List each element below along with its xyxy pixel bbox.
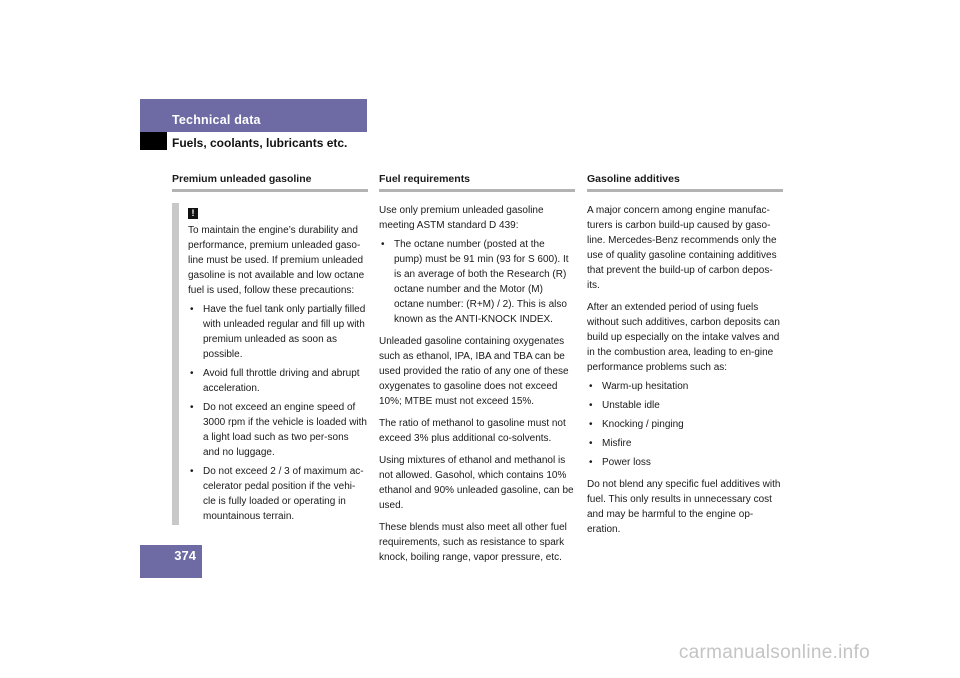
column-gasoline-additives — [587, 173, 783, 537]
list-item: • Do not exceed an engine speed of 3000 rpm if the vehicle is loaded with a light load such as two per-sons and no luggage. — [190, 402, 367, 458]
bullet-icon: • — [190, 466, 194, 477]
list-item: • The octane number (posted at the pump) must be 91 min (93 for S 600). It is an average of both the Research (R) octane number and the Motor (M) octane number: (R+M) / 2). This is also known as the ANTI-KNOCK INDEX. — [381, 239, 569, 325]
list-item: • Unstable idle — [589, 400, 660, 411]
blends-paragraph: These blends must also meet all other fuel requirements, such as resistance to spark knock, boiling range, vapor pressure, etc. — [379, 522, 567, 563]
list-item: • Avoid full throttle driving and abrupt acceleration. — [190, 368, 360, 394]
warning-intro: To maintain the engine’s durability and performance, premium unleaded gaso-line must be used. If premium unleaded gasoline is not available and low octane fuel is used, follow these precautions: — [188, 225, 365, 296]
bullet-icon: • — [589, 419, 593, 430]
methanol-paragraph: The ratio of methanol to gasoline must not exceed 3% plus additional co-solvents. — [379, 418, 566, 444]
problems-bullets — [587, 379, 783, 470]
premium-heading: Premium unleaded gasoline — [172, 173, 368, 192]
closing-paragraph: Do not blend any specific fuel additives with fuel. This only results in unnecessary cost and may be harmful to the engine op-eration. — [587, 479, 781, 535]
page-number-box — [140, 545, 202, 578]
list-item: • Knocking / pinging — [589, 419, 684, 430]
warning-box — [172, 203, 368, 525]
carbon-buildup-paragraph: A major concern among engine manufac-turers is carbon build-up caused by gaso-line. Mercedes-Benz recommends only the use of quality gasoline containing additives that prevent the build-up of carbon depos-its. — [587, 205, 777, 291]
bullet-icon: • — [190, 304, 194, 315]
bullet-icon: • — [589, 438, 593, 449]
fuel-requirements-intro: Use only premium unleaded gasoline meeting ASTM standard D 439: — [379, 205, 544, 231]
warning-icon: ! — [188, 208, 198, 219]
column-premium-unleaded — [172, 173, 368, 525]
bullet-icon: • — [190, 368, 194, 379]
deposits-paragraph: After an extended period of using fuels without such additives, carbon deposits can build up especially on the intake valves and in the combustion area, leading to en-gine performance problems such as: — [587, 302, 780, 373]
section-title: Technical data — [172, 113, 261, 127]
fuel-requirements-heading: Fuel requirements — [379, 173, 575, 192]
list-item: • Have the fuel tank only partially filled with unleaded regular and fill up with premium unleaded as soon as possible. — [190, 304, 366, 360]
warning-bullets — [188, 302, 368, 524]
bullet-icon: • — [589, 381, 593, 392]
bullet-icon: • — [190, 402, 194, 413]
additives-heading: Gasoline additives — [587, 173, 783, 192]
bullet-icon: • — [589, 400, 593, 411]
gasohol-paragraph: Using mixtures of ethanol and methanol is not allowed. Gasohol, which contains 10% ethanol and 90% unleaded gasoline, can be used. — [379, 455, 574, 511]
list-item: • Warm-up hesitation — [589, 381, 689, 392]
octane-bullets — [379, 237, 575, 327]
list-item: • Do not exceed 2 / 3 of maximum ac-celerator pedal position if the vehi-cle is fully loaded or operating in mountainous terrain. — [190, 466, 364, 522]
list-item: • Misfire — [589, 438, 632, 449]
oxygenates-paragraph: Unleaded gasoline containing oxygenates such as ethanol, IPA, IBA and TBA can be used provided the ratio of any one of these oxygenates to gasoline does not exceed 10%; MTBE must not exceed 15%. — [379, 336, 569, 407]
bullet-icon: • — [589, 457, 593, 468]
subsection-title: Fuels, coolants, lubricants etc. — [172, 136, 348, 150]
list-item: • Power loss — [589, 457, 651, 468]
header-marker — [140, 132, 167, 150]
bullet-icon: • — [381, 239, 385, 250]
page-number: 374 — [174, 548, 196, 563]
watermark: carmanualsonline.info — [678, 642, 870, 663]
column-fuel-requirements — [379, 173, 575, 565]
